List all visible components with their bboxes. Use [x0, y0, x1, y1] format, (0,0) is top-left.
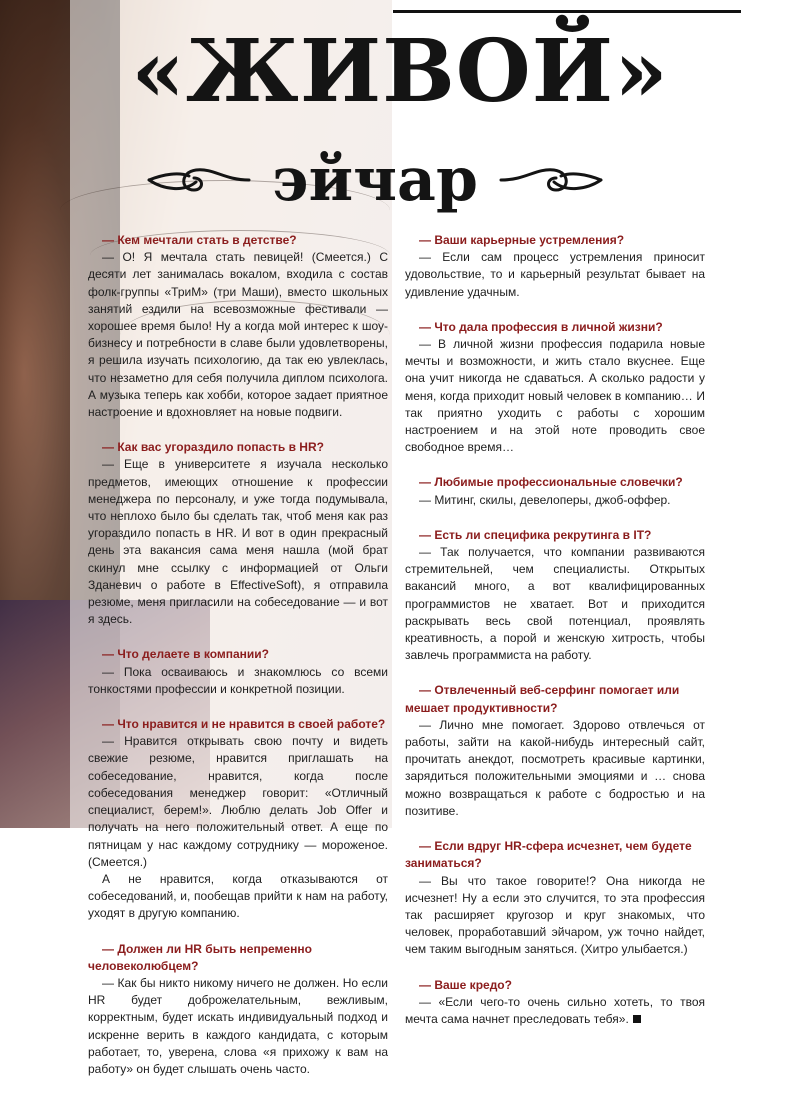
answer: — Митинг, скилы, девелоперы, джоб-оффер.: [419, 492, 671, 507]
answer: [405, 994, 705, 1028]
answer: — Нравится открывать свою почту и видеть свежие резюме, нравится приглашать на собеседование, нравится, когда после собеседования менеджер говорит: «Отличный специалист, берем!». Люблю делать Job Offer и получать на него положительный ответ. А еще по пятницам у нас каждому сотруднику — мороженое. (Смеется.): [88, 734, 388, 869]
answer-text: — «Если чего-то очень сильно хотеть, то твоя мечта сама начнет преследовать тебя».: [405, 994, 705, 1026]
question: — Любимые профессиональные словечки?: [419, 475, 683, 490]
left-column: [88, 232, 388, 1096]
end-mark: [633, 1015, 641, 1023]
question: — Ваше кредо?: [419, 977, 512, 992]
answer: — Так получается, что компании развиваются стремительней, чем специалисты. Открытых вакансий много, а вот квалифицированных программистов не хватает. Вот и приходится раскрывать весь свой потенциал, проявлять креативность, а порой и женскую хитрость, чтобы завлечь программиста на работу.: [405, 545, 705, 663]
answer: — Вы что такое говорите!? Она никогда не исчезнет! Ну а если это случится, то эта профессия так расширяет кругозор и круг знакомых, что человек, проработавший эйчаром, уж точно найдет, чем таким выгодным заняться. (Хитро улыбается.): [405, 873, 705, 957]
page-title: «ЖИВОЙ»: [131, 21, 669, 122]
qa-block: [88, 232, 388, 421]
qa-block: [88, 646, 388, 698]
answer: — Еще в университете я изучала несколько предметов, имеющих отношение к профессии менеджера по персоналу, и уже тогда подумывала, что неплохо было бы сделать так, чтоб меня как раз угораздило попасть в HR. И вот в один прекрасный день эта вакансия сама меня нашла (мой брат скинул мне ссылку с информацией от Ольги Зданевич о работе в EffectiveSoft), я отправила резюме, меня пригласили на собеседование — и вот я здесь.: [88, 457, 388, 627]
question: — Ваши карьерные устремления?: [419, 233, 625, 247]
right-flourish-icon: [496, 160, 606, 200]
qa-block: [88, 716, 388, 922]
left-flourish-icon: [144, 160, 254, 200]
question: — Кем мечтали стать в детстве?: [102, 233, 297, 247]
answer: — Лично мне помогает. Здорово отвлечься от работы, зайти на какой-нибудь интересный сайт, прочитать анекдот, посмотреть красивые картинки, зарядиться положительными эмоциями и … снова можно возвращаться к работе с бодростью и на позитиве.: [405, 717, 705, 818]
question: — Отвлеченный веб-серфинг помогает или мешает продуктивности?: [405, 683, 680, 715]
answer: — Если сам процесс устремления приносит удовольствие, то и карьерный результат бывает на удивление удачным.: [405, 250, 705, 299]
question: — Что дала профессия в личной жизни?: [419, 319, 663, 334]
qa-block: [405, 977, 705, 1029]
question: — Что делаете в компании?: [102, 647, 269, 662]
answer: — Пока осваиваюсь и знакомлюсь со всеми тонкостями профессии и конкретной позиции.: [88, 664, 388, 696]
question: — Должен ли HR быть непременно человеколюбцем?: [88, 941, 312, 973]
answer: — Как бы никто никому ничего не должен. Но если HR будет доброжелательным, вежливым, корректным, будет искать индивидуальный подход и искренне верить в каждого кандидата, с которым работает, то, уверена, слова «я прихожу к вам на работу» он будет слышать очень часто.: [88, 975, 388, 1076]
page-subtitle: эйчар: [272, 145, 478, 215]
qa-block: [405, 527, 705, 665]
question: — Есть ли специфика рекрутинга в IT?: [419, 527, 652, 542]
qa-block: [405, 319, 705, 457]
qa-block: [405, 232, 705, 301]
answer: — В личной жизни профессия подарила новые мечты и возможности, и жить стало вкуснее. Еще она учит никогда не сдаваться. А сколько радости у меня, когда приходит новый человек в компанию… И так приятно уходить с работы с хорошим настроением и на этой ноте проводить свое свободное время…: [405, 337, 705, 455]
qa-block: [88, 941, 388, 1079]
answer-continued: А не нравится, когда отказываются от собеседований, и, пообещав прийти к нам на работу, уходят в другую компанию.: [88, 871, 388, 921]
qa-block: [405, 682, 705, 820]
subtitle-row: [150, 140, 600, 220]
question: — Как вас угораздило попасть в HR?: [102, 440, 324, 455]
qa-block: [405, 474, 705, 508]
qa-block: [88, 439, 388, 628]
qa-block: [405, 838, 705, 958]
question: — Если вдруг HR-сфера исчезнет, чем будете заниматься?: [405, 839, 692, 871]
right-column: [405, 232, 705, 1046]
top-rule: [393, 10, 741, 13]
answer: — О! Я мечтала стать певицей! (Смеется.) С десяти лет занималась вокалом, входила с состав фолк-группы «ТриМ» (три Маши), вместо школьных занятий ездили на всевозможные фестивали — хорошее время было! Ну а когда мой интерес к шоу-бизнесу и потребности в славе были удовлетворены, я решила изучать психологию, да так ею увлеклась, что незаметно для себя получила диплом психолога. А музыка теперь как хобби, которое задает приятное настроение и вдохновляет на новые подвиги.: [88, 250, 388, 420]
question: — Что нравится и не нравится в своей работе?: [102, 717, 386, 732]
